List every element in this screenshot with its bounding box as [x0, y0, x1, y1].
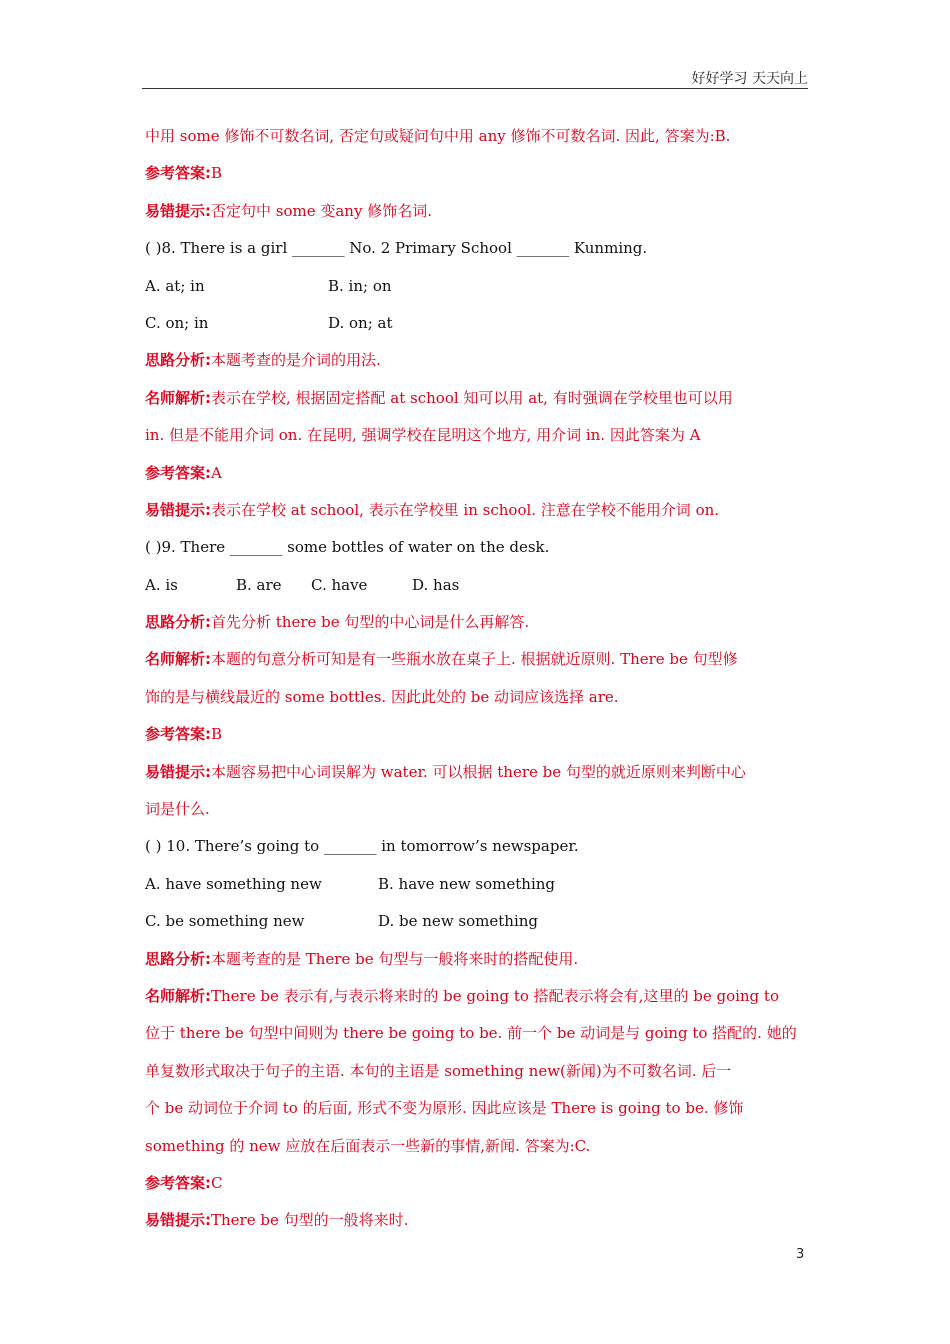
q10-option-c: C. be something new: [145, 912, 305, 931]
q8-options-row-2: [145, 305, 795, 342]
answer-value: B: [211, 725, 223, 744]
q9-analysis: [145, 641, 795, 678]
q10-options-row-1: [145, 866, 795, 903]
tip-label: 易错提示:: [145, 500, 211, 519]
q9-option-c: C. have: [311, 575, 368, 594]
idea-text: 本题考查的是 There be 句型与一般将来时的搭配使用.: [211, 949, 579, 968]
q10-analysis-cont-1: 位于 there be 句型中间则为 there be going to be. 前一个 be 动词是与 going to 搭配的. 她的: [145, 1024, 797, 1043]
answer-value: B: [211, 164, 223, 183]
q9-answer: [145, 716, 795, 753]
analysis-text: 本题的句意分析可知是有一些瓶水放在桌子上. 根据就近原则. There be 句型修: [211, 650, 738, 669]
tip-label: 易错提示:: [145, 201, 211, 220]
q10-analysis-cont-2: 单复数形式取决于句子的主语. 本句的主语是 something new(新闻)为不可数名词. 后一: [145, 1061, 732, 1080]
page-header-motto: 好好学习 天天向上: [691, 71, 808, 87]
q7-tip: [145, 193, 795, 230]
analysis-label: 名师解析:: [145, 388, 211, 407]
q9-option-d: D. has: [412, 575, 460, 594]
q8-option-c: C. on; in: [145, 313, 209, 332]
q8-option-d: D. on; at: [328, 313, 393, 332]
q9-options-row: [145, 567, 795, 604]
q8-analysis: [145, 380, 795, 417]
tip-text: 否定句中 some 变any 修饰名词.: [211, 201, 432, 220]
idea-label: 思路分析:: [145, 351, 211, 370]
q10-tip: [145, 1202, 795, 1239]
q8-question: ( )8. There is a girl _______ No. 2 Primary School _______ Kunming.: [145, 239, 648, 258]
analysis-text: 表示在学校, 根据固定搭配 at school 知可以用 at, 有时强调在学校里也可以用: [211, 388, 733, 407]
idea-label: 思路分析:: [145, 613, 211, 632]
q9-question: ( )9. There _______ some bottles of water on the desk.: [145, 538, 550, 557]
q10-analysis: [145, 978, 795, 1015]
q10-option-d: D. be new something: [378, 912, 538, 931]
tip-label: 易错提示:: [145, 1211, 211, 1230]
document-body: [145, 118, 795, 1240]
q8-answer: [145, 455, 795, 492]
page-number: 3: [796, 1247, 805, 1262]
analysis-text: There be 表示有,与表示将来时的 be going to 搭配表示将会有,这里的 be going to: [211, 986, 779, 1005]
answer-label: 参考答案:: [145, 1173, 211, 1192]
q9-option-a: A. is: [145, 575, 178, 594]
q8-analysis-cont: in. 但是不能用介词 on. 在昆明, 强调学校在昆明这个地方, 用介词 in. 因此答案为 A: [145, 426, 701, 445]
q8-tip: [145, 492, 795, 529]
tip-text: There be 句型的一般将来时.: [211, 1211, 409, 1230]
idea-text: 本题考查的是介词的用法.: [211, 351, 381, 370]
q10-analysis-cont-4: something 的 new 应放在后面表示一些新的事情,新闻. 答案为:C.: [145, 1136, 591, 1155]
q10-question: ( ) 10. There’s going to _______ in tomorrow’s newspaper.: [145, 837, 579, 856]
q9-option-b: B. are: [236, 575, 282, 594]
q9-tip-cont: 词是什么.: [145, 800, 210, 819]
q10-options-row-2: [145, 903, 795, 940]
q10-option-a: A. have something new: [145, 874, 322, 893]
answer-value: C: [211, 1173, 223, 1192]
analysis-label: 名师解析:: [145, 986, 211, 1005]
q8-option-b: B. in; on: [328, 276, 392, 295]
tip-label: 易错提示:: [145, 762, 211, 781]
answer-value: A: [211, 463, 222, 482]
q10-analysis-cont-3: 个 be 动词位于介词 to 的后面, 形式不变为原形. 因此应该是 There is going to be. 修饰: [145, 1099, 744, 1118]
q9-analysis-cont: 饰的是与横线最近的 some bottles. 因此此处的 be 动词应该选择 are.: [145, 687, 619, 706]
q10-idea: [145, 941, 795, 978]
header-divider: [142, 88, 808, 89]
q10-answer: [145, 1165, 795, 1202]
q9-idea: [145, 604, 795, 641]
analysis-label: 名师解析:: [145, 650, 211, 669]
tip-text: 本题容易把中心词误解为 water. 可以根据 there be 句型的就近原则来判断中心: [211, 762, 746, 781]
answer-label: 参考答案:: [145, 164, 211, 183]
q10-option-b: B. have new something: [378, 874, 556, 893]
answer-label: 参考答案:: [145, 463, 211, 482]
idea-text: 首先分析 there be 句型的中心词是什么再解答.: [211, 613, 530, 632]
tip-text: 表示在学校 at school, 表示在学校里 in school. 注意在学校不能用介词 on.: [211, 500, 720, 519]
q7-answer: [145, 155, 795, 192]
q8-option-a: A. at; in: [145, 276, 205, 295]
answer-label: 参考答案:: [145, 725, 211, 744]
q7-analysis-continued: 中用 some 修饰不可数名词, 否定句或疑问句中用 any 修饰不可数名词. 因此, 答案为:B.: [145, 127, 731, 145]
idea-label: 思路分析:: [145, 949, 211, 968]
q8-options-row-1: [145, 268, 795, 305]
q9-tip: [145, 754, 795, 791]
q8-idea: [145, 342, 795, 379]
